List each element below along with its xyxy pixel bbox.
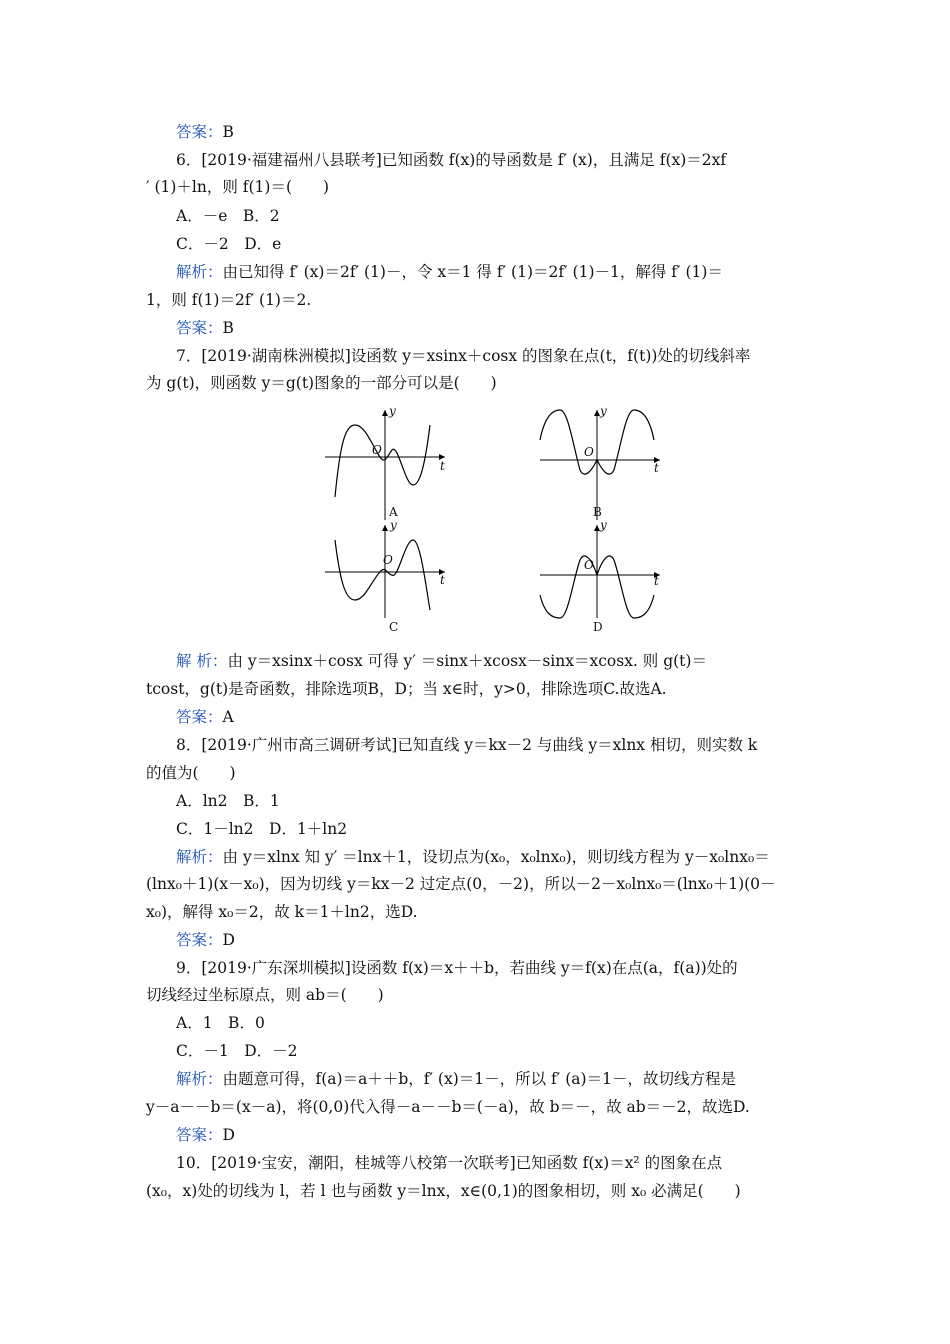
analysis-cont: (lnx₀＋1)(x－x₀)，因为切线 y＝kx－2 过定点(0，－2)，所以－2－x₀lnx₀＝(lnx₀＋1)(0－ [146,875,776,893]
answer-line: 答案：D [176,1126,235,1144]
answer-line: 答案：A [176,708,234,726]
option-line: A．ln2 B．1 [176,792,280,810]
analysis-cont: tcost，g(t)是奇函数，排除选项B，D；当 x∈时，y>0，排除选项C.故选A. [146,680,667,698]
answer-line: 答案：B [176,319,234,337]
analysis-cont: x₀)，解得 x₀＝2，故 k＝1＋ln2，选D. [146,903,418,921]
option-line: C．－1 D．－2 [176,1042,298,1060]
graph-b-label: B [593,505,602,519]
graph-c-label: C [389,620,399,634]
option-line: A．1 B．0 [176,1014,265,1032]
answer-line: 答案：D [176,931,235,949]
question-7-cont: 为 g(t)，则函数 y＝g(t)图象的一部分可以是( ) [146,374,497,392]
graph-d [535,520,670,620]
analysis-line: 解 析：由 y＝xsinx＋cosx 可得 y′ ＝sinx＋xcosx－sinx＝xcosx. 则 g(t)＝ [176,652,707,670]
option-line: C．－2 D．e [176,235,282,253]
analysis-line: 解析：由题意可得，f(a)＝a＋＋b，f′ (x)＝1－，所以 f′ (a)＝1－，故切线方程是 [176,1070,736,1088]
question-7-line: 7．[2019·湖南株洲模拟]设函数 y＝xsinx＋cosx 的图象在点(t，f(t))处的切线斜率 [176,347,751,365]
graph-c [320,520,455,620]
question-10-cont: (x₀，x)处的切线为 l，若 l 也与函数 y＝lnx，x∈(0,1)的图象相切，则 x₀ 必满足( ) [146,1182,741,1200]
graph-a-label: A [389,505,398,519]
graph-b [535,405,670,525]
analysis-label: 解析： [176,263,223,281]
analysis-line: 解析：由 y＝xlnx 知 y′ ＝lnx＋1，设切点为(x₀，x₀lnx₀)，则切线方程为 y－x₀lnx₀＝ [176,848,770,866]
question-6-line: 6．[2019·福建福州八县联考]已知函数 f(x)的导函数是 f′ (x)，且满足 f(x)＝2xf [176,151,727,169]
question-8-line: 8．[2019·广州市高三调研考试]已知直线 y＝kx－2 与曲线 y＝xlnx 相切，则实数 k [176,736,758,754]
graph-d-label: D [593,620,603,634]
question-10-line: 10．[2019·宝安，潮阳，桂城等八校第一次联考]已知函数 f(x)＝x² 的图象在点 [176,1154,723,1172]
option-line: A．－e B．2 [176,207,280,225]
analysis-cont: 1，则 f(1)＝2f′ (1)＝2. [146,291,312,309]
question-8-cont: 的值为( ) [146,764,236,782]
graph-a [320,405,455,525]
analysis-line: 解析：由已知得 f′ (x)＝2f′ (1)－，令 x＝1 得 f′ (1)＝2f′ (1)－1，解得 f′ (1)＝ [176,263,723,281]
answer-line: 答案：B [176,123,234,141]
answer-label: 答案： [176,123,223,141]
question-6-cont: ′ (1)＋ln，则 f(1)＝( ) [146,178,330,196]
question-9-cont: 切线经过坐标原点，则 ab＝( ) [146,986,384,1004]
question-9-line: 9．[2019·广东深圳模拟]设函数 f(x)＝x＋＋b，若曲线 y＝f(x)在点(a，f(a))处的 [176,959,738,977]
analysis-cont: y－a－－b＝(x－a)，将(0,0)代入得－a－－b＝(－a)，故 b＝－，故 ab＝－2，故选D. [146,1098,750,1116]
option-line: C．1－ln2 D．1＋ln2 [176,820,348,838]
